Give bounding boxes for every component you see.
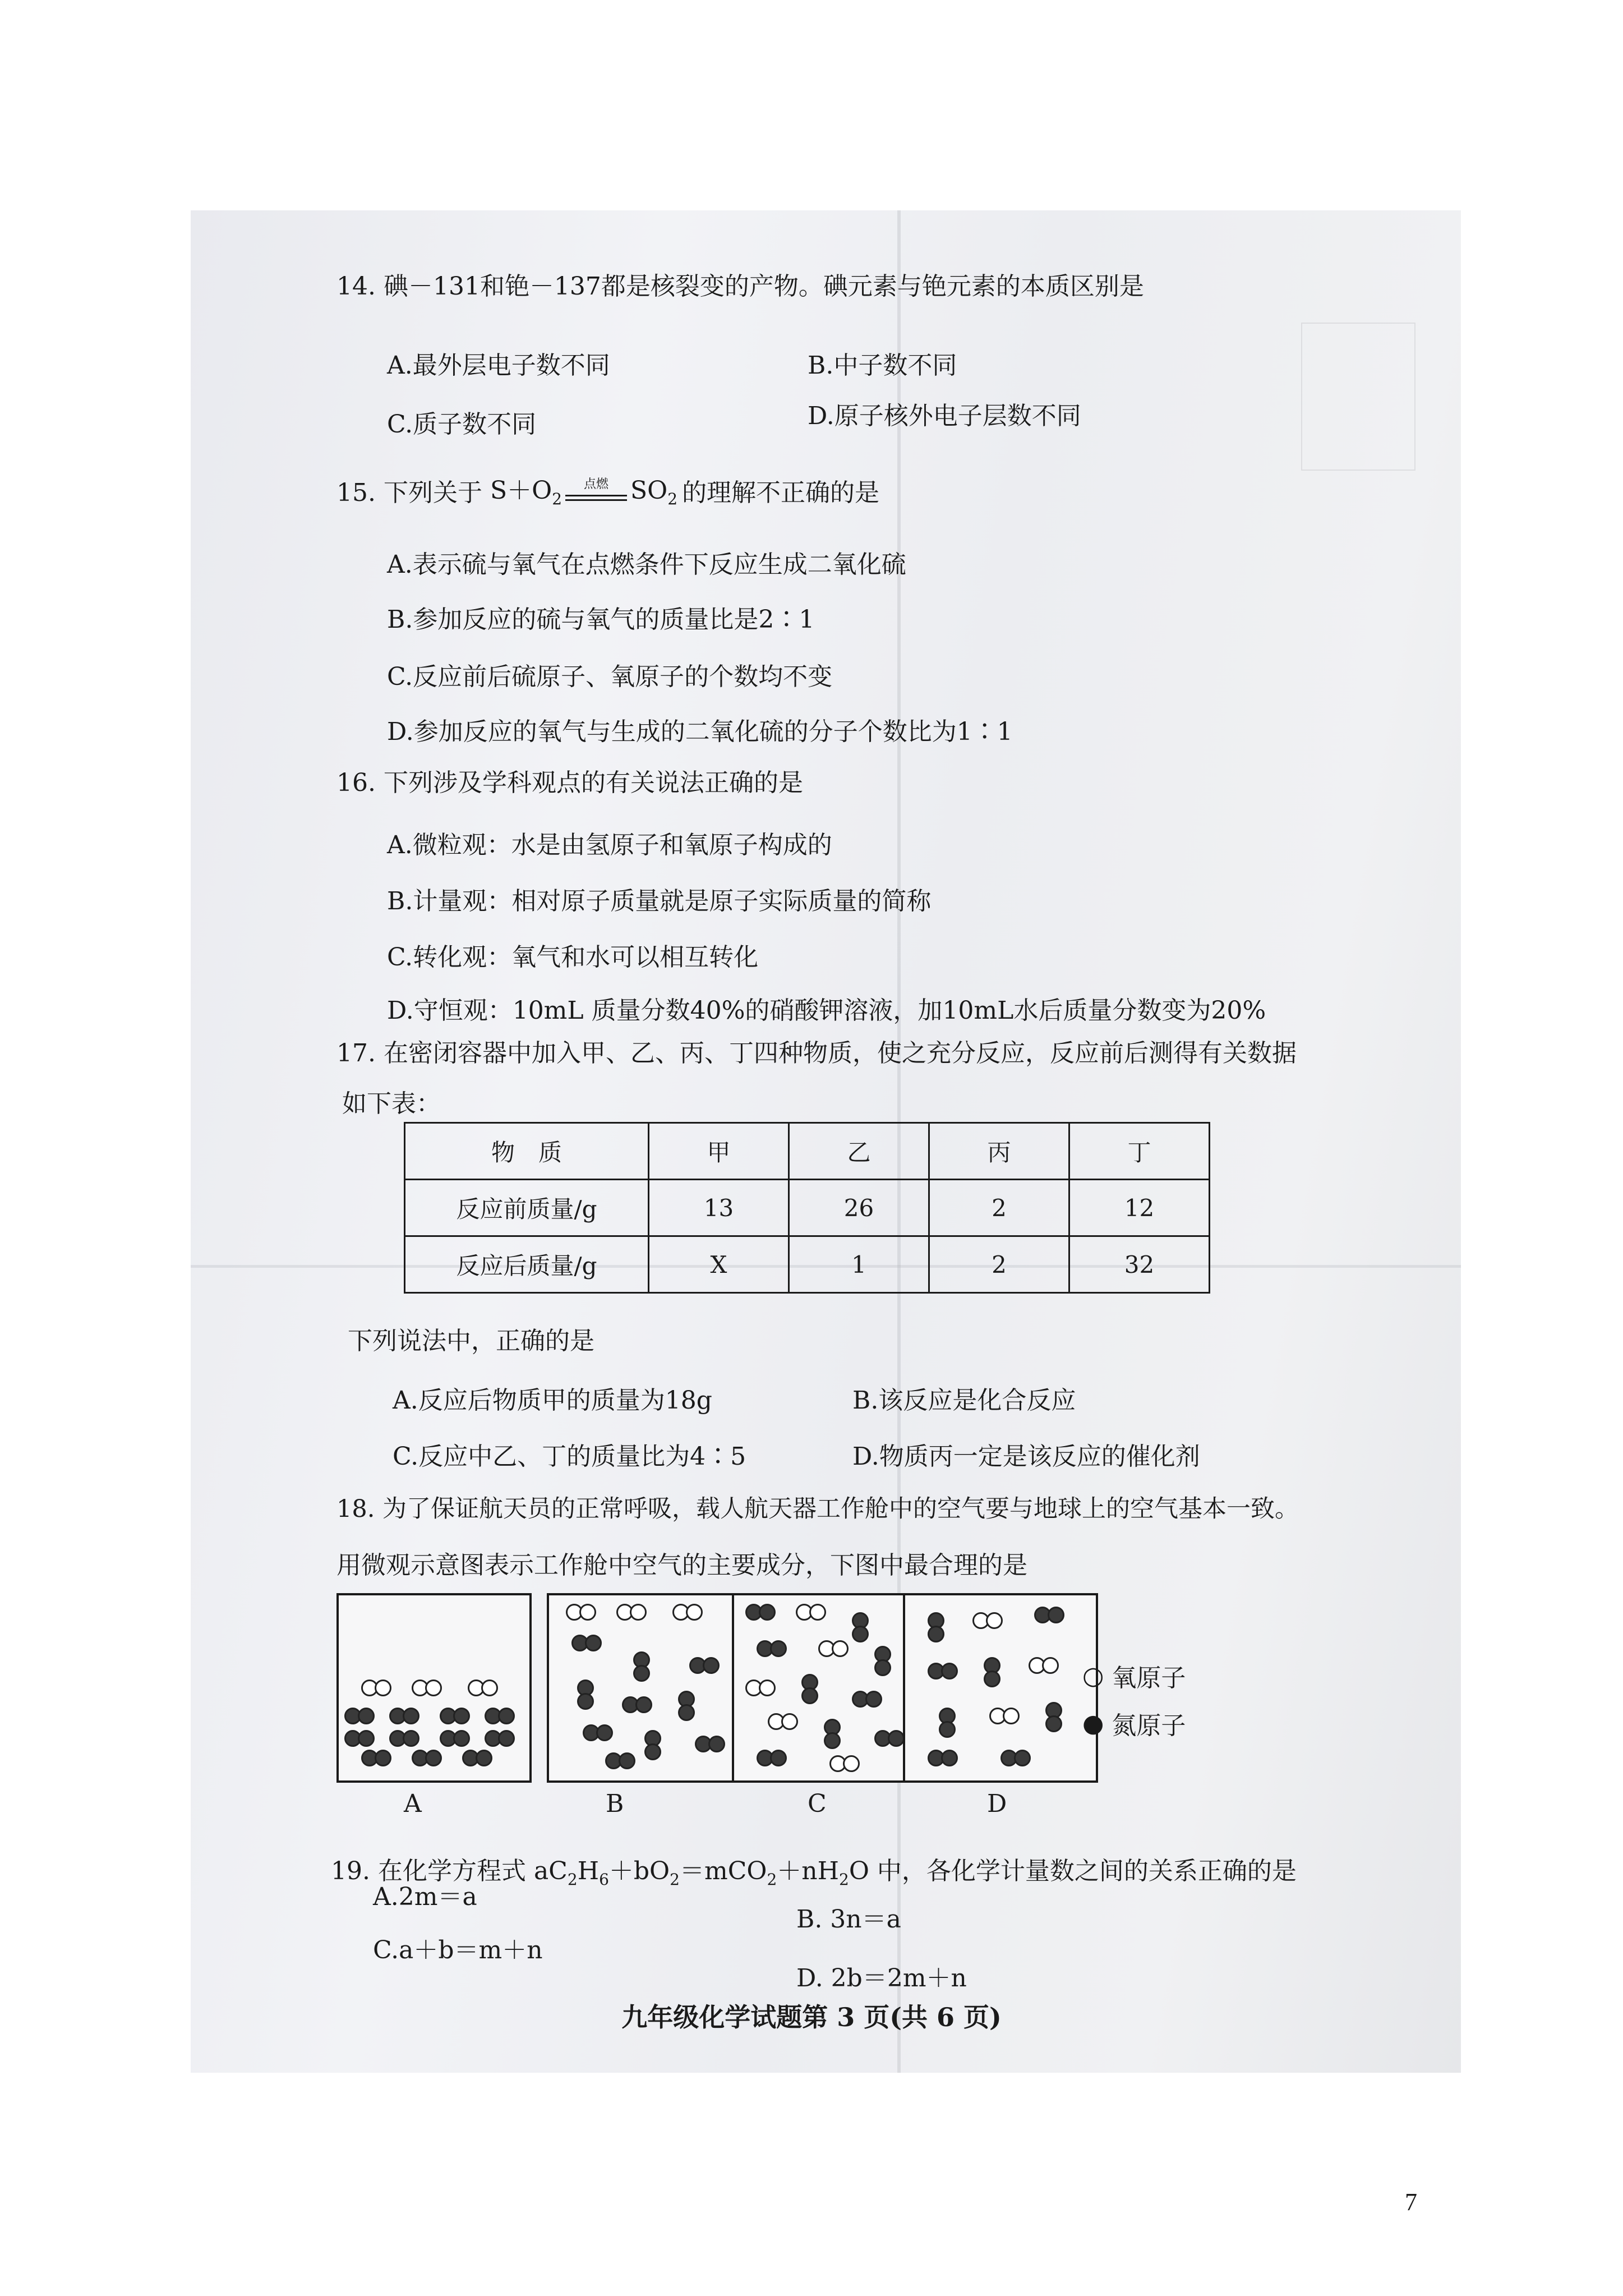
nitrogen-molecule-icon bbox=[757, 1640, 787, 1657]
diagram-panel-a bbox=[336, 1593, 532, 1783]
nitrogen-molecule-icon bbox=[633, 1651, 650, 1682]
nitrogen-molecule-icon bbox=[801, 1674, 818, 1704]
nitrogen-molecule-icon bbox=[605, 1752, 635, 1769]
table-header-row bbox=[405, 1123, 1210, 1180]
table-cell: 1 bbox=[789, 1236, 929, 1293]
nitrogen-molecule-icon bbox=[678, 1691, 695, 1721]
oxygen-molecule-icon bbox=[468, 1680, 498, 1696]
legend-label-oxygen: 氧原子 bbox=[1112, 1664, 1186, 1692]
table-header-cell: 甲 bbox=[649, 1123, 789, 1180]
table-cell: 2 bbox=[929, 1180, 1069, 1236]
nitrogen-molecule-icon bbox=[745, 1604, 776, 1621]
nitrogen-molecule-icon bbox=[577, 1680, 594, 1710]
q19-option-b: B. 3n＝a bbox=[796, 1905, 901, 1934]
question-16-stem: 16. 下列涉及学科观点的有关说法正确的是 bbox=[336, 769, 803, 797]
nitrogen-molecule-icon bbox=[583, 1724, 613, 1741]
question-18-stem-line1: 18. 为了保证航天员的正常呼吸，载人航天器工作舱中的空气要与地球上的空气基本一致。 bbox=[336, 1495, 1299, 1523]
oxygen-molecule-icon bbox=[1029, 1657, 1059, 1674]
oxygen-molecule-icon bbox=[829, 1755, 860, 1772]
panel-label-c: C bbox=[808, 1789, 827, 1818]
nitrogen-molecule-icon bbox=[757, 1750, 787, 1766]
nitrogen-molecule-icon bbox=[852, 1691, 882, 1708]
diagram-panel-d bbox=[903, 1593, 1098, 1783]
q16-option-b: B.计量观：相对原子质量就是原子实际质量的简称 bbox=[387, 887, 932, 915]
q17-option-b: B.该反应是化合反应 bbox=[852, 1386, 1076, 1415]
nitrogen-molecule-icon bbox=[928, 1750, 958, 1766]
oxygen-molecule-icon bbox=[745, 1680, 776, 1696]
nitrogen-molecule-icon bbox=[689, 1657, 720, 1674]
table-row bbox=[405, 1236, 1210, 1293]
oxygen-molecule-icon bbox=[818, 1640, 849, 1657]
nitrogen-molecule-icon bbox=[852, 1612, 869, 1642]
reaction-condition: 点燃 bbox=[584, 477, 609, 491]
nitrogen-molecule-icon bbox=[928, 1612, 944, 1642]
reaction-arrow bbox=[565, 477, 627, 508]
q15-option-c: C.反应前后硫原子、氧原子的个数均不变 bbox=[387, 662, 833, 691]
q15-option-b: B.参加反应的硫与氧气的质量比是2∶1 bbox=[387, 605, 815, 634]
q16-option-c: C.转化观：氧气和水可以相互转化 bbox=[387, 943, 759, 972]
diagram-panel-b bbox=[547, 1593, 742, 1783]
nitrogen-molecule-icon bbox=[824, 1719, 841, 1749]
nitrogen-molecule-icon bbox=[440, 1730, 470, 1747]
q16-option-d: D.守恒观：10mL 质量分数40%的硝酸钾溶液，加10mL水后质量分数变为20% bbox=[387, 996, 1266, 1025]
nitrogen-molecule-icon bbox=[928, 1663, 958, 1680]
nitrogen-molecule-icon bbox=[389, 1708, 419, 1724]
question-17-stem-line2: 如下表： bbox=[342, 1089, 441, 1118]
legend-nitrogen bbox=[1082, 1705, 1186, 1741]
legend-label-nitrogen: 氮原子 bbox=[1112, 1711, 1186, 1740]
table-cell: 反应后质量/g bbox=[405, 1236, 649, 1293]
table-header-cell: 乙 bbox=[789, 1123, 929, 1180]
table-cell: 12 bbox=[1069, 1180, 1210, 1236]
oxygen-atom-icon: ○ bbox=[1082, 1661, 1104, 1690]
nitrogen-molecule-icon bbox=[1000, 1750, 1031, 1766]
q14-option-b: B.中子数不同 bbox=[808, 351, 957, 380]
nitrogen-molecule-icon bbox=[874, 1646, 891, 1676]
oxygen-molecule-icon bbox=[361, 1680, 391, 1696]
table-cell: 13 bbox=[649, 1180, 789, 1236]
table-cell: 反应前质量/g bbox=[405, 1180, 649, 1236]
q17-option-d: D.物质丙一定是该反应的催化剂 bbox=[852, 1442, 1200, 1471]
q14-option-c: C.质子数不同 bbox=[387, 410, 537, 439]
reaction-mass-table bbox=[404, 1122, 1210, 1294]
oxygen-molecule-icon bbox=[412, 1680, 442, 1696]
nitrogen-molecule-icon bbox=[344, 1730, 375, 1747]
nitrogen-molecule-icon bbox=[361, 1750, 391, 1766]
nitrogen-molecule-icon bbox=[485, 1730, 515, 1747]
q15-option-d: D.参加反应的氧气与生成的二氧化硫的分子个数比为1∶1 bbox=[387, 717, 1013, 746]
nitrogen-molecule-icon bbox=[440, 1708, 470, 1724]
nitrogen-atom-icon: ● bbox=[1082, 1709, 1104, 1738]
panel-label-d: D bbox=[987, 1789, 1007, 1818]
oxygen-molecule-icon bbox=[616, 1604, 647, 1621]
table-header-cell: 物 质 bbox=[405, 1123, 649, 1180]
table-cell: X bbox=[649, 1236, 789, 1293]
question-17-stem-line1: 17. 在密闭容器中加入甲、乙、丙、丁四种物质，使之充分反应，反应前后测得有关数据 bbox=[336, 1039, 1297, 1068]
table-cell: 32 bbox=[1069, 1236, 1210, 1293]
nitrogen-molecule-icon bbox=[389, 1730, 419, 1747]
nitrogen-molecule-icon bbox=[622, 1696, 652, 1713]
q17-lead: 下列说法中，正确的是 bbox=[348, 1327, 594, 1355]
q16-option-a: A.微粒观：水是由氢原子和氧原子构成的 bbox=[387, 831, 832, 859]
nitrogen-molecule-icon bbox=[644, 1730, 661, 1760]
q15-reactants: $S+O_2$ bbox=[490, 476, 562, 508]
q19-option-d: D. 2b＝2m＋n bbox=[796, 1964, 967, 1993]
q14-option-a: A.最外层电子数不同 bbox=[387, 351, 610, 380]
nitrogen-molecule-icon bbox=[412, 1750, 442, 1766]
nitrogen-molecule-icon bbox=[874, 1730, 905, 1747]
q15-product: $SO_2$ bbox=[630, 476, 678, 508]
oxygen-molecule-icon bbox=[768, 1713, 798, 1730]
table-row bbox=[405, 1180, 1210, 1236]
nitrogen-molecule-icon bbox=[462, 1750, 492, 1766]
oxygen-molecule-icon bbox=[989, 1708, 1020, 1724]
oxygen-molecule-icon bbox=[796, 1604, 826, 1621]
oxygen-molecule-icon bbox=[972, 1612, 1003, 1629]
question-19-stem: 19. 在化学方程式 $aC_2H_6+bO_2=mCO_2+nH_2O$ 中，各化学计量数之间的关系正确的是 bbox=[331, 1857, 1297, 1889]
page-number: 7 bbox=[1405, 2188, 1417, 2216]
nitrogen-molecule-icon bbox=[984, 1657, 1000, 1687]
nitrogen-molecule-icon bbox=[485, 1708, 515, 1724]
q15-option-a: A.表示硫与氧气在点燃条件下反应生成二氧化硫 bbox=[387, 550, 906, 579]
oxygen-molecule-icon bbox=[672, 1604, 703, 1621]
nitrogen-molecule-icon bbox=[344, 1708, 375, 1724]
q15-stem-prefix: 15. 下列关于 bbox=[336, 478, 482, 507]
q19-option-c: C.a＋b＝m＋n bbox=[373, 1936, 543, 1964]
panel-label-b: B bbox=[606, 1789, 624, 1818]
nitrogen-molecule-icon bbox=[939, 1708, 956, 1738]
table-cell: 2 bbox=[929, 1236, 1069, 1293]
question-18-stem-line2: 用微观示意图表示工作舱中空气的主要成分，下图中最合理的是 bbox=[336, 1551, 1027, 1580]
table-cell: 26 bbox=[789, 1180, 929, 1236]
q19-option-a: A.2m＝a bbox=[373, 1883, 477, 1911]
bleed-through-graph bbox=[1301, 323, 1415, 471]
q17-option-a: A.反应后物质甲的质量为18g bbox=[393, 1386, 712, 1415]
table-header-cell: 丙 bbox=[929, 1123, 1069, 1180]
panel-label-a: A bbox=[404, 1789, 422, 1818]
q14-option-d: D.原子核外电子层数不同 bbox=[808, 402, 1081, 430]
question-14-stem: 14. 碘－131和铯－137都是核裂变的产物。碘元素与铯元素的本质区别是 bbox=[336, 272, 1144, 301]
q15-stem-suffix: 的理解不正确的是 bbox=[682, 478, 880, 507]
page-footer: 九年级化学试题第 3 页(共 6 页) bbox=[621, 2002, 1002, 2032]
nitrogen-molecule-icon bbox=[1034, 1607, 1064, 1623]
diagram-panel-c bbox=[732, 1593, 927, 1783]
question-15-stem bbox=[336, 470, 879, 508]
nitrogen-molecule-icon bbox=[695, 1736, 725, 1752]
oxygen-molecule-icon bbox=[566, 1604, 596, 1621]
q17-option-c: C.反应中乙、丁的质量比为4∶5 bbox=[393, 1442, 746, 1471]
nitrogen-molecule-icon bbox=[571, 1635, 602, 1651]
table-header-cell: 丁 bbox=[1069, 1123, 1210, 1180]
nitrogen-molecule-icon bbox=[1045, 1702, 1062, 1732]
legend-oxygen bbox=[1082, 1658, 1186, 1694]
